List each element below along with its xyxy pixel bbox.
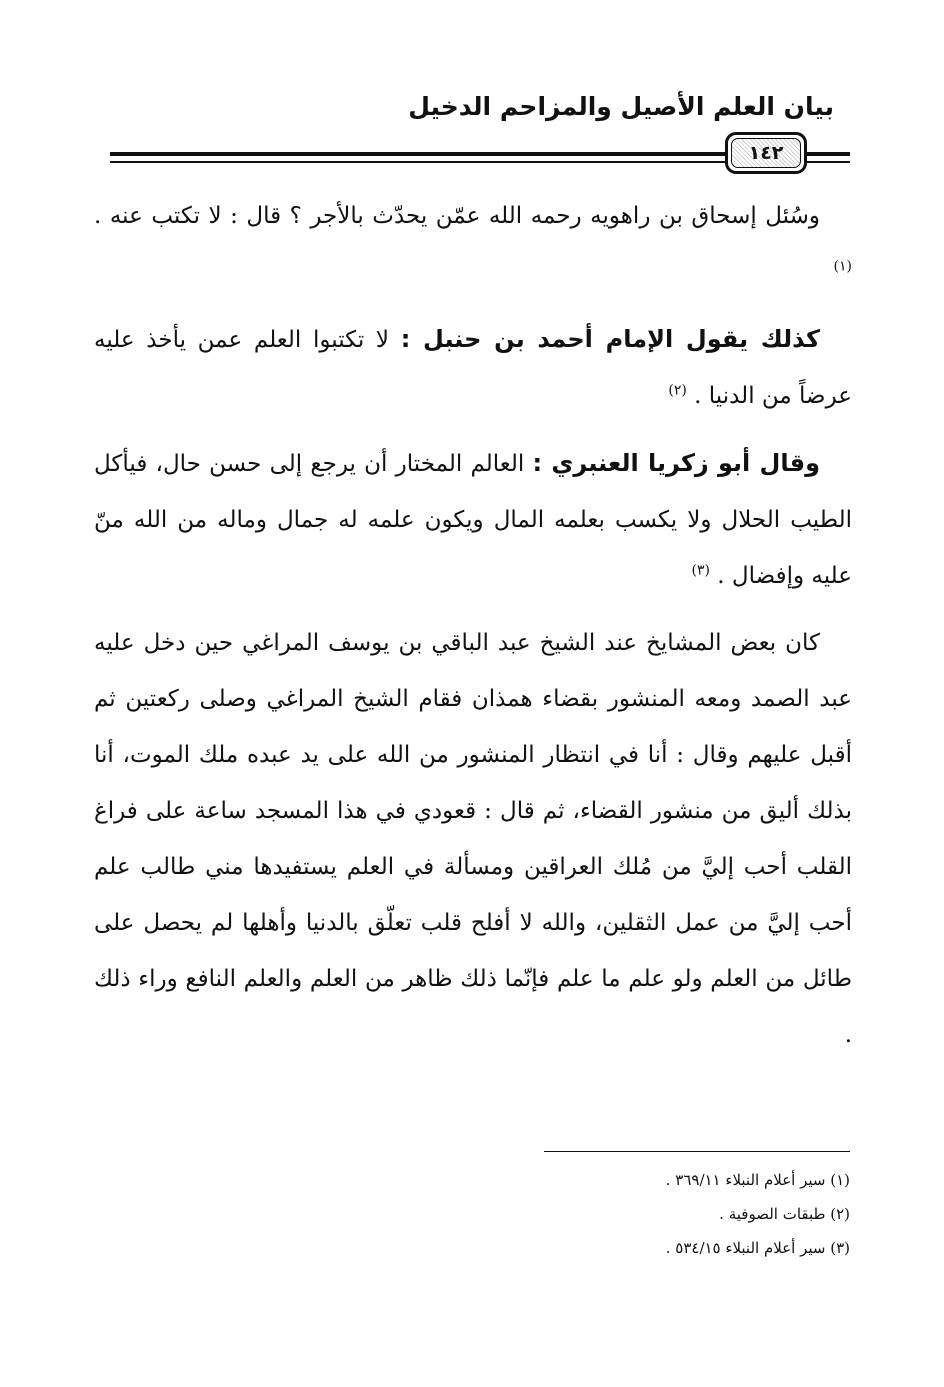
footnote-separator (544, 1151, 850, 1152)
footnote-3: (٣) سير أعلام النبلاء ٥٣٤/١٥ . (665, 1239, 850, 1257)
quote-attribution: كذلك يقول الإمام أحمد بن حنبل : (400, 325, 820, 353)
book-title: بيان العلم الأصيل والمزاحم الدخيل (408, 92, 834, 121)
footnote-reference: (١) (833, 258, 852, 275)
paragraph-text: وسُئل إسحاق بن راهويه رحمه الله عمّن يحدّث بالأجر ؟ قال : لا تكتب عنه . (94, 203, 820, 229)
footnote-2: (٢) طبقات الصوفية . (719, 1205, 850, 1223)
page-number-frame (725, 132, 807, 174)
footnotes (350, 1172, 850, 1274)
paragraph-4 (94, 615, 852, 1063)
main-text (94, 188, 852, 1074)
paragraph-text: لا تكتبوا العلم عمن يأخذ عليه عرضاً من الدنيا . (94, 327, 852, 409)
paragraph-3 (94, 435, 852, 604)
footnote-reference: (٣) (691, 562, 710, 579)
paragraph-text: كان بعض المشايخ عند الشيخ عبد الباقي بن يوسف المراغي حين دخل عليه عبد الصمد ومعه المنشور بقضاء همذان فقام الشيخ المراغي وصلى ركعتين ثم أقبل عليهم وقال : أنا في انتظار المنشور من الله على يد عبده ملك الموت، أنا بذلك أليق من منشور القضاء، ثم قال : قعودي في هذا المسجد ساعة على فراغ القلب أحب إليَّ من مُلك العراقين ومسألة في العلم يستفيدها مني طالب علم أحب إليَّ من عمل الثقلين، والله لا أفلح قلب تعلّق بالدنيا وأهلها لم يحصل على طائل من العلم ولو علم ما علم فإنّما ذلك ظاهر من العلم والعلم النافع وراء ذلك . (94, 630, 852, 1048)
quote-attribution: وقال أبو زكريا العنبري : (532, 449, 821, 477)
page-number: ١٤٢ (731, 138, 801, 168)
paragraph-text: العالم المختار أن يرجع إلى حسن حال، فيأكل الطيب الحلال ولا يكسب بعلمه المال ويكون علمه له جمال وماله من الله منّ عليه وإفضال . (94, 451, 852, 589)
paragraph-1 (94, 188, 852, 300)
footnote-1: (١) سير أعلام النبلاء ٣٦٩/١١ . (665, 1171, 850, 1189)
paragraph-2 (94, 311, 852, 424)
footnote-reference: (٢) (668, 382, 687, 399)
